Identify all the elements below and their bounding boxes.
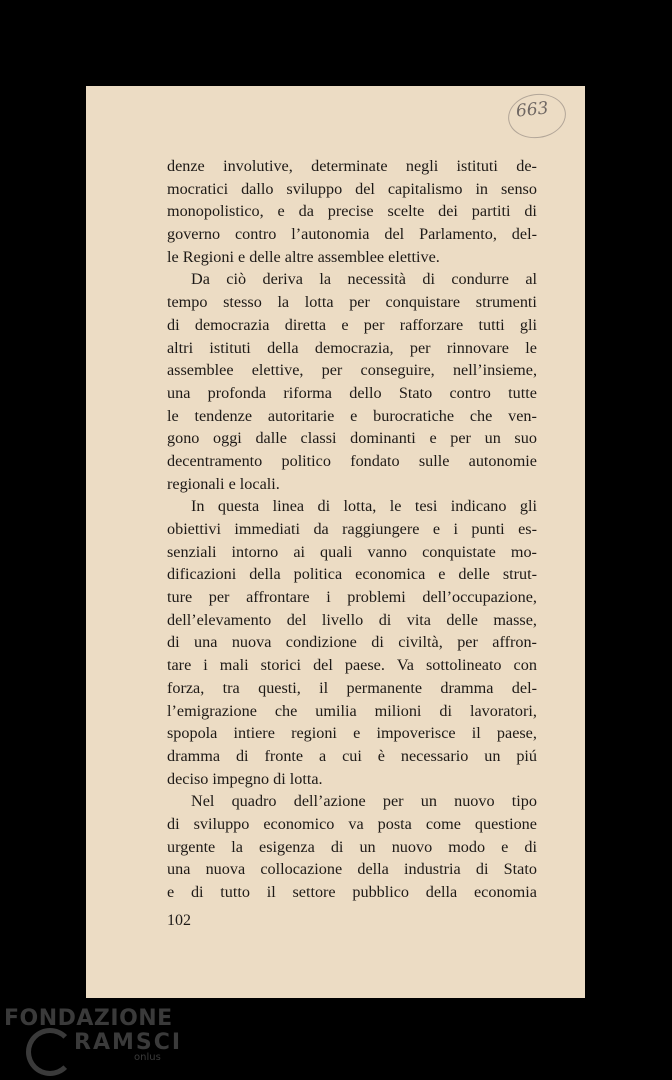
text-line: di una nuova condizione di civiltà, per affron- bbox=[167, 633, 537, 652]
text-line: una profonda riforma dello Stato contro tutte bbox=[167, 383, 537, 402]
text-line: In questa linea di lotta, le tesi indicano gli bbox=[191, 497, 537, 516]
logo-fondazione: FONDAZIONE bbox=[4, 1006, 173, 1031]
text-line: dell’elevamento del livello di vita delle masse, bbox=[167, 610, 537, 629]
text-line: spopola intiere regioni e impoverisce il paese, bbox=[167, 724, 537, 743]
text-line: gono oggi dalle classi dominanti e per un suo bbox=[167, 429, 537, 448]
text-line: obiettivi immediati da raggiungere e i punti es- bbox=[167, 520, 537, 538]
text-line: regionali e locali. bbox=[167, 474, 280, 493]
text-line: denze involutive, determinate negli istituti de- bbox=[167, 157, 537, 175]
body-text bbox=[167, 155, 537, 904]
text-line: dramma di fronte a cui è necessario un piú bbox=[167, 746, 537, 765]
text-line: di sviluppo economico va posta come questione bbox=[167, 814, 537, 833]
text-line: altri istituti della democrazia, per rinnovare le bbox=[167, 338, 537, 357]
text-line: forza, tra questi, il permanente dramma del- bbox=[167, 678, 537, 697]
page-number: 102 bbox=[167, 912, 191, 929]
logo-g-icon bbox=[26, 1028, 74, 1076]
text-line: senziali intorno ai quali vanno conquistate mo- bbox=[167, 542, 537, 561]
text-line: Nel quadro dell’azione per un nuovo tipo bbox=[191, 792, 537, 811]
text-line: una nuova collocazione della industria di Stato bbox=[167, 860, 537, 879]
archive-stamp-number: 663 bbox=[515, 98, 550, 122]
logo-onlus: onlus bbox=[134, 1052, 161, 1063]
text-line: le tendenze autoritarie e burocratiche che ven- bbox=[167, 406, 537, 425]
text-line: le Regioni e delle altre assemblee elettive. bbox=[167, 247, 440, 266]
text-line: assemblee elettive, per conseguire, nell’insieme, bbox=[167, 361, 537, 380]
text-line: di democrazia diretta e per rafforzare tutti gli bbox=[167, 315, 537, 334]
text-line: Da ciò deriva la necessità di condurre al bbox=[191, 270, 537, 289]
text-line: decentramento politico fondato sulle autonomie bbox=[167, 451, 537, 470]
text-line: urgente la esigenza di un nuovo modo e di bbox=[167, 837, 537, 856]
text-line: l’emigrazione che umilia milioni di lavoratori, bbox=[167, 701, 537, 720]
text-line: mocratici dallo sviluppo del capitalismo in senso bbox=[167, 179, 537, 198]
text-line: tempo stesso la lotta per conquistare strumenti bbox=[167, 293, 537, 312]
text-line: governo contro l’autonomia del Parlamento, del- bbox=[167, 225, 537, 244]
text-line: tare i mali storici del paese. Va sottolineato con bbox=[167, 656, 537, 675]
text-line: dificazioni della politica economica e delle strut- bbox=[167, 565, 537, 584]
text-line: e di tutto il settore pubblico della economia bbox=[167, 883, 537, 901]
text-line: deciso impegno di lotta. bbox=[167, 769, 323, 788]
text-line: monopolistico, e da precise scelte dei partiti di bbox=[167, 202, 537, 221]
text-line: ture per affrontare i problemi dell’occupazione, bbox=[167, 588, 537, 607]
logo-gramsci: RAMSCI bbox=[74, 1030, 183, 1055]
